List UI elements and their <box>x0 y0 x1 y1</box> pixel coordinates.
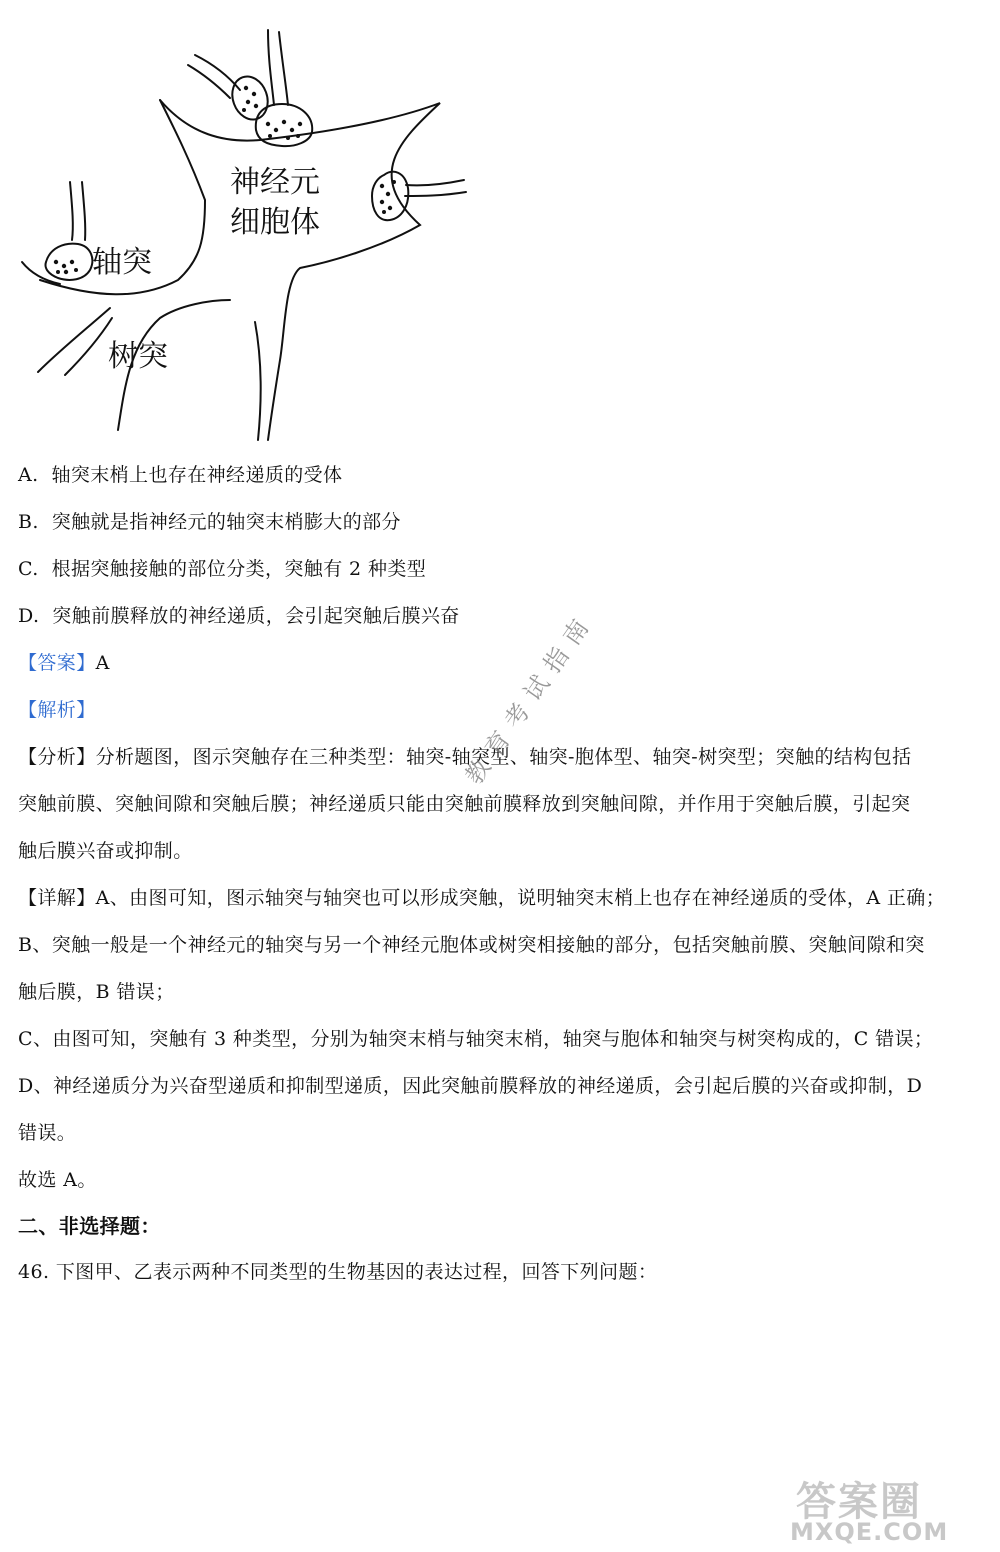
answer-value: A <box>95 652 110 674</box>
fenxi-line-2: 突触前膜、突触间隙和突触后膜；神经递质只能由突触前膜释放到突触间隙，并作用于突触后膜，引起突 <box>18 793 911 815</box>
option-letter: D. <box>18 605 40 627</box>
axon-top-2 <box>279 32 288 105</box>
xiangjie-text: A、由图可知，图示轴突与轴突也可以形成突触，说明轴突末梢上也存在神经递质的受体，A 正确； <box>95 887 946 909</box>
option-letter: A. <box>18 464 39 486</box>
option-letter: C. <box>18 558 39 580</box>
axon-terminal-top-left <box>227 72 274 125</box>
axon-top-left-2 <box>188 65 230 98</box>
answer-line <box>18 651 988 675</box>
xiangjie-line-5: D、神经递质分为兴奋型递质和抑制型递质，因此突触前膜释放的神经递质，会引起后膜的兴奋或抑制，D <box>18 1075 923 1097</box>
xiangjie-line-6: 错误。 <box>18 1122 77 1144</box>
xiangjie-tag: 【详解】 <box>18 887 96 909</box>
section-heading: 二、非选择题： <box>18 1214 161 1238</box>
answer-tag: 【答案】 <box>18 652 96 674</box>
figure-label-soma-1: 神经元 <box>230 165 320 200</box>
question-46: 46. 下图甲、乙表示两种不同类型的生物基因的表达过程，回答下列问题： <box>18 1261 658 1283</box>
axon-right <box>406 180 464 185</box>
option-text: 突触前膜释放的神经递质，会引起突触后膜兴奋 <box>52 605 460 627</box>
xiangjie-line-4: C、由图可知，突触有 3 种类型，分别为轴突末梢与轴突末梢，轴突与胞体和轴突与树突构成的，C 错误； <box>18 1028 934 1050</box>
option-b <box>18 510 988 534</box>
fenxi-text: 分析题图，图示突触存在三种类型：轴突-轴突型、轴突-胞体型、轴突-树突型；突触的结构包括 <box>95 746 912 768</box>
xiangjie-line-3: 触后膜，B 错误； <box>18 981 175 1003</box>
option-text: 轴突末梢上也存在神经递质的受体 <box>51 464 343 486</box>
option-d <box>18 604 988 628</box>
axon-top <box>268 30 274 105</box>
logo-site: MXQE.COM <box>790 1518 949 1546</box>
figure-label-soma-2: 细胞体 <box>230 205 320 240</box>
dendrite-branch-2 <box>255 322 261 440</box>
conclusion: 故选 A。 <box>18 1169 97 1191</box>
figure-label-axon: 轴突 <box>92 245 152 280</box>
fenxi-line-3: 触后膜兴奋或抑制。 <box>18 840 193 862</box>
xiangjie-line-2: B、突触一般是一个神经元的轴突与另一个神经元胞体或树突相接触的部分，包括突触前膜、突触间隙和突 <box>18 934 925 956</box>
axon-right-2 <box>405 192 466 196</box>
axon-top-left <box>195 55 240 90</box>
soma-outline <box>160 100 440 440</box>
option-a <box>18 463 988 487</box>
option-text: 突触就是指神经元的轴突末梢膨大的部分 <box>51 511 401 533</box>
axon-left-2 <box>82 182 85 240</box>
axon-left <box>70 182 73 240</box>
site-logo-watermark <box>790 1470 995 1550</box>
neuron-synapse-figure <box>0 0 480 445</box>
dendrite-branch-3 <box>38 308 110 372</box>
logo-text: 答案圈 <box>796 1479 922 1525</box>
axon-terminal-left <box>46 244 93 280</box>
figure-label-dendrite: 树突 <box>108 339 168 374</box>
xiangjie-line-1 <box>18 886 988 910</box>
option-text: 根据突触接触的部位分类，突触有 2 种类型 <box>51 558 427 580</box>
axon-terminal-right <box>372 172 408 221</box>
option-letter: B. <box>18 511 39 533</box>
option-c <box>18 557 988 581</box>
fenxi-tag: 【分析】 <box>18 746 96 768</box>
diagonal-watermark: 教育考试指南 <box>459 606 600 790</box>
analysis-tag: 【解析】 <box>18 699 96 721</box>
